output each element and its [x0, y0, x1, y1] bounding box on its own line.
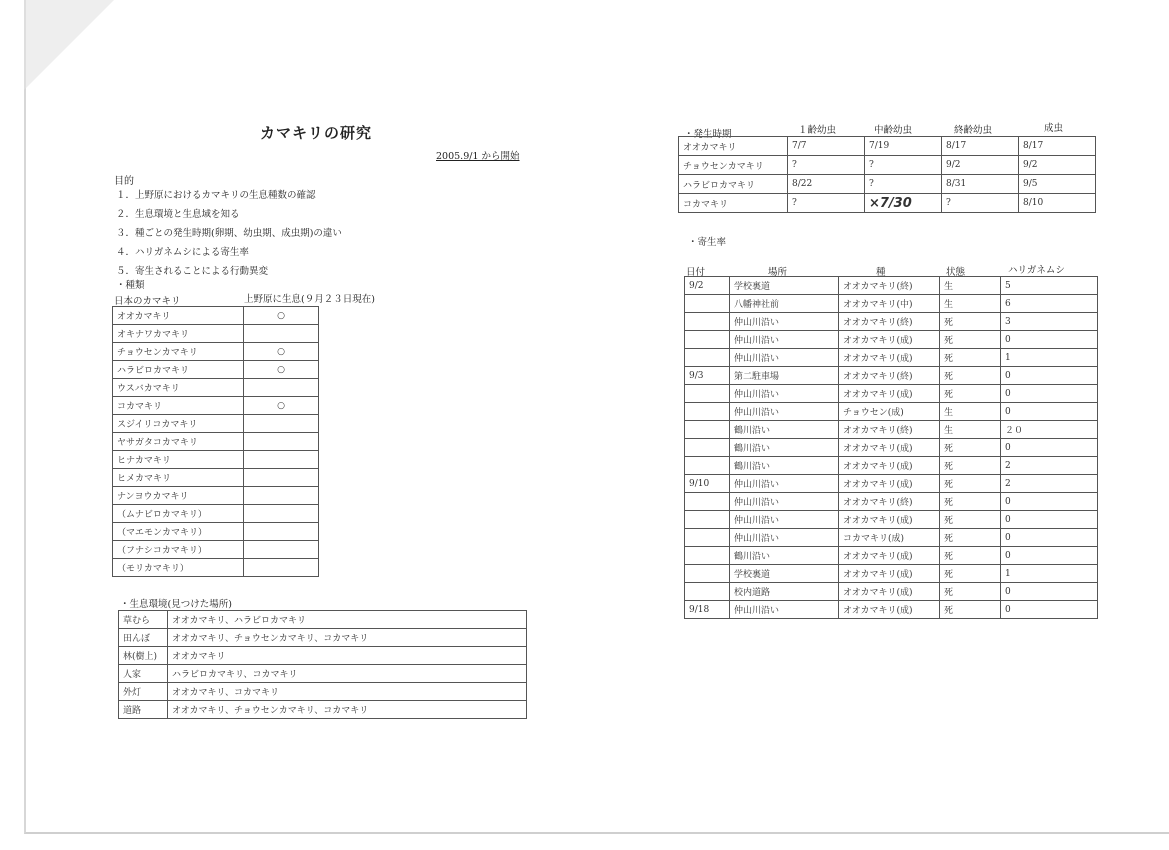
parasitism-row [685, 547, 1098, 565]
parasitism-species-cell: オオカマキリ(成) [839, 439, 940, 457]
habitat-table [118, 610, 527, 719]
habitat-row [119, 611, 527, 629]
presence-mark-cell [244, 433, 319, 451]
occurrence-section-label: ・発生時期 [684, 129, 732, 140]
species-row [113, 325, 319, 343]
parasitism-location-cell: 仲山川沿い [730, 349, 839, 367]
parasitism-location-cell: 仲山川沿い [730, 511, 839, 529]
parasitism-count-cell: 5 [1001, 277, 1098, 295]
parasitism-header-count: ハリガネムシ [1008, 265, 1065, 276]
species-row [113, 343, 319, 361]
parasitism-date-cell [685, 457, 730, 475]
parasitism-species-cell: オオカマキリ(成) [839, 601, 940, 619]
parasitism-row [685, 421, 1098, 439]
parasitism-date-cell [685, 493, 730, 511]
species-row [113, 541, 319, 559]
occurrence-date-cell: 8/17 [1019, 137, 1096, 156]
parasitism-species-cell: コカマキリ(成) [839, 529, 940, 547]
document-title: カマキリの研究 [260, 124, 373, 142]
parasitism-date-cell [685, 313, 730, 331]
habitat-species-cell: オオカマキリ、コカマキリ [168, 683, 527, 701]
occurrence-header: １齢幼虫 [798, 125, 837, 136]
parasitism-location-cell: 八幡神社前 [730, 295, 839, 313]
parasitism-date-cell [685, 331, 730, 349]
parasitism-species-cell: オオカマキリ(成) [839, 583, 940, 601]
parasitism-species-cell: オオカマキリ(終) [839, 421, 940, 439]
parasitism-row [685, 493, 1098, 511]
species-name-cell: ウスバカマキリ [113, 379, 244, 397]
parasitism-date-cell: 9/2 [685, 277, 730, 295]
habitat-row [119, 647, 527, 665]
parasitism-count-cell: 0 [1001, 529, 1098, 547]
parasitism-status-cell: 死 [940, 367, 1001, 385]
presence-mark-cell [244, 415, 319, 433]
species-name-cell: （フナシコカマキリ） [113, 541, 244, 559]
parasitism-date-cell: 9/3 [685, 367, 730, 385]
parasitism-row [685, 277, 1098, 295]
parasitism-status-cell: 死 [940, 547, 1001, 565]
species-name-cell: ヒナカマキリ [113, 451, 244, 469]
parasitism-status-cell: 死 [940, 331, 1001, 349]
occurrence-date-cell: 9/2 [942, 156, 1019, 175]
parasitism-row [685, 349, 1098, 367]
parasitism-row [685, 385, 1098, 403]
parasitism-location-cell: 仲山川沿い [730, 313, 839, 331]
presence-mark-cell: ○ [244, 397, 319, 415]
habitat-species-cell: オオカマキリ、チョウセンカマキリ、コカマキリ [168, 629, 527, 647]
presence-mark-cell [244, 523, 319, 541]
parasitism-species-cell: オオカマキリ(中) [839, 295, 940, 313]
occurrence-header: 中齢幼虫 [874, 125, 913, 136]
parasitism-status-cell: 生 [940, 403, 1001, 421]
species-row [113, 451, 319, 469]
parasitism-row [685, 439, 1098, 457]
parasitism-status-cell: 死 [940, 493, 1001, 511]
parasitism-count-cell: 6 [1001, 295, 1098, 313]
parasitism-date-cell [685, 349, 730, 367]
parasitism-count-cell: 0 [1001, 403, 1098, 421]
presence-mark-cell [244, 379, 319, 397]
occurrence-date-cell: ? [865, 156, 942, 175]
species-row [113, 433, 319, 451]
occurrence-table [678, 136, 1096, 213]
parasitism-species-cell: オオカマキリ(成) [839, 565, 940, 583]
parasitism-date-cell [685, 547, 730, 565]
species-table [112, 306, 319, 577]
parasitism-location-cell: 学校裏道 [730, 565, 839, 583]
parasitism-count-cell: 1 [1001, 565, 1098, 583]
occurrence-date-cell: 8/10 [1019, 194, 1096, 213]
parasitism-status-cell: 死 [940, 439, 1001, 457]
parasitism-status-cell: 生 [940, 421, 1001, 439]
occurrence-date-cell: ? [788, 156, 865, 175]
presence-mark-cell [244, 325, 319, 343]
parasitism-row [685, 529, 1098, 547]
parasitism-species-cell: オオカマキリ(成) [839, 547, 940, 565]
occurrence-species-cell: チョウセンカマキリ [679, 156, 788, 175]
parasitism-location-cell: 鶴川沿い [730, 547, 839, 565]
parasitism-species-cell: オオカマキリ(終) [839, 313, 940, 331]
occurrence-date-cell: 9/2 [1019, 156, 1096, 175]
parasitism-status-cell: 死 [940, 511, 1001, 529]
parasitism-row [685, 367, 1098, 385]
purpose-item: ２．生息環境と生息域を知る [116, 209, 240, 220]
presence-mark-cell: ○ [244, 361, 319, 379]
presence-mark-cell [244, 541, 319, 559]
species-row [113, 505, 319, 523]
parasitism-header-status: 状態 [946, 267, 966, 278]
occurrence-row [679, 194, 1096, 213]
presence-mark-cell: ○ [244, 307, 319, 325]
parasitism-status-cell: 生 [940, 295, 1001, 313]
parasitism-status-cell: 死 [940, 385, 1001, 403]
parasitism-location-cell: 仲山川沿い [730, 493, 839, 511]
parasitism-location-cell: 鶴川沿い [730, 457, 839, 475]
habitat-row [119, 665, 527, 683]
parasitism-header-date: 日付 [686, 267, 706, 278]
parasitism-count-cell: 0 [1001, 493, 1098, 511]
parasitism-location-cell: 鶴川沿い [730, 439, 839, 457]
habitat-species-cell: オオカマキリ [168, 647, 527, 665]
parasitism-date-cell [685, 529, 730, 547]
species-name-cell: コカマキリ [113, 397, 244, 415]
parasitism-species-cell: オオカマキリ(成) [839, 457, 940, 475]
habitat-species-cell: オオカマキリ、ハラビロカマキリ [168, 611, 527, 629]
presence-mark-cell: ○ [244, 343, 319, 361]
habitat-place-cell: 人家 [119, 665, 168, 683]
parasitism-row [685, 331, 1098, 349]
habitat-place-cell: 田んぼ [119, 629, 168, 647]
parasitism-table [684, 276, 1098, 619]
species-col1-header: 日本のカマキリ [114, 296, 181, 307]
occurrence-species-cell: ハラビロカマキリ [679, 175, 788, 194]
parasitism-date-cell [685, 421, 730, 439]
parasitism-location-cell: 仲山川沿い [730, 601, 839, 619]
parasitism-location-cell: 校内道路 [730, 583, 839, 601]
occurrence-date-cell: ? [788, 194, 865, 213]
parasitism-location-cell: 仲山川沿い [730, 529, 839, 547]
parasitism-header-location: 場所 [768, 267, 788, 278]
parasitism-location-cell: 仲山川沿い [730, 403, 839, 421]
habitat-place-cell: 林(樹上) [119, 647, 168, 665]
parasitism-status-cell: 死 [940, 601, 1001, 619]
occurrence-row [679, 156, 1096, 175]
parasitism-count-cell: 0 [1001, 511, 1098, 529]
parasitism-status-cell: 死 [940, 349, 1001, 367]
parasitism-count-cell: 0 [1001, 583, 1098, 601]
occurrence-date-cell: ? [942, 194, 1019, 213]
species-row [113, 397, 319, 415]
parasitism-date-cell [685, 565, 730, 583]
parasitism-count-cell: 2 [1001, 457, 1098, 475]
parasitism-row [685, 565, 1098, 583]
occurrence-header: 終齢幼虫 [954, 125, 993, 136]
parasitism-status-cell: 死 [940, 457, 1001, 475]
habitat-section-label: ・生息環境(見つけた場所) [120, 599, 232, 610]
parasitism-count-cell: 0 [1001, 331, 1098, 349]
parasitism-count-cell: 0 [1001, 439, 1098, 457]
parasitism-count-cell: 1 [1001, 349, 1098, 367]
species-name-cell: （ムナビロカマキリ） [113, 505, 244, 523]
purpose-item: １．上野原におけるカマキリの生息種数の確認 [116, 190, 316, 201]
species-name-cell: （マエモンカマキリ） [113, 523, 244, 541]
species-name-cell: ナンヨウカマキリ [113, 487, 244, 505]
parasitism-status-cell: 死 [940, 583, 1001, 601]
parasitism-species-cell: オオカマキリ(成) [839, 331, 940, 349]
species-name-cell: オキナワカマキリ [113, 325, 244, 343]
species-row [113, 415, 319, 433]
presence-mark-cell [244, 469, 319, 487]
parasitism-count-cell: 0 [1001, 601, 1098, 619]
occurrence-row [679, 175, 1096, 194]
habitat-species-cell: オオカマキリ、チョウセンカマキリ、コカマキリ [168, 701, 527, 719]
species-section-label: ・種類 [116, 280, 145, 291]
parasitism-date-cell [685, 295, 730, 313]
parasitism-location-cell: 学校裏道 [730, 277, 839, 295]
occurrence-date-cell: ? [865, 175, 942, 194]
parasitism-row [685, 601, 1098, 619]
parasitism-status-cell: 死 [940, 313, 1001, 331]
parasitism-date-cell [685, 403, 730, 421]
species-name-cell: （モリカマキリ） [113, 559, 244, 577]
occurrence-species-cell: オオカマキリ [679, 137, 788, 156]
parasitism-status-cell: 死 [940, 529, 1001, 547]
purpose-heading: 目的 [114, 176, 134, 187]
species-name-cell: ヒメカマキリ [113, 469, 244, 487]
species-name-cell: スジイリコカマキリ [113, 415, 244, 433]
parasitism-date-cell: 9/10 [685, 475, 730, 493]
occurrence-date-cell: 8/17 [942, 137, 1019, 156]
parasitism-count-cell: 0 [1001, 367, 1098, 385]
species-row [113, 559, 319, 577]
habitat-place-cell: 草むら [119, 611, 168, 629]
habitat-row [119, 629, 527, 647]
parasitism-row [685, 313, 1098, 331]
parasitism-species-cell: チョウセン(成) [839, 403, 940, 421]
parasitism-species-cell: オオカマキリ(終) [839, 493, 940, 511]
presence-mark-cell [244, 451, 319, 469]
species-name-cell: オオカマキリ [113, 307, 244, 325]
occurrence-date-cell: 9/5 [1019, 175, 1096, 194]
start-date: 2005.9/1 から開始 [436, 151, 520, 162]
species-name-cell: ヤサガタコカマキリ [113, 433, 244, 451]
occurrence-row [679, 137, 1096, 156]
parasitism-status-cell: 生 [940, 277, 1001, 295]
parasitism-row [685, 403, 1098, 421]
habitat-row [119, 683, 527, 701]
parasitism-date-cell [685, 511, 730, 529]
parasitism-date-cell [685, 583, 730, 601]
species-row [113, 469, 319, 487]
presence-mark-cell [244, 487, 319, 505]
habitat-place-cell: 外灯 [119, 683, 168, 701]
parasitism-row [685, 475, 1098, 493]
parasitism-location-cell: 仲山川沿い [730, 385, 839, 403]
species-row [113, 487, 319, 505]
purpose-item: ３．種ごとの発生時期(卵期、幼虫期、成虫期)の違い [116, 228, 342, 239]
parasitism-count-cell: 3 [1001, 313, 1098, 331]
species-row [113, 523, 319, 541]
parasitism-species-cell: オオカマキリ(終) [839, 277, 940, 295]
occurrence-header: 成虫 [1044, 123, 1064, 134]
species-col2-header: 上野原に生息(９月２３日現在) [244, 294, 375, 305]
parasitism-location-cell: 第二駐車場 [730, 367, 839, 385]
presence-mark-cell [244, 505, 319, 523]
parasitism-species-cell: オオカマキリ(成) [839, 385, 940, 403]
parasitism-species-cell: オオカマキリ(終) [839, 367, 940, 385]
parasitism-count-cell: 0 [1001, 385, 1098, 403]
parasitism-row [685, 457, 1098, 475]
parasitism-section-label: ・寄生率 [688, 237, 727, 248]
purpose-item: ４．ハリガネムシによる寄生率 [116, 247, 249, 258]
presence-mark-cell [244, 559, 319, 577]
parasitism-species-cell: オオカマキリ(成) [839, 511, 940, 529]
parasitism-row [685, 295, 1098, 313]
habitat-species-cell: ハラビロカマキリ、コカマキリ [168, 665, 527, 683]
species-row [113, 379, 319, 397]
species-name-cell: ハラビロカマキリ [113, 361, 244, 379]
parasitism-species-cell: オオカマキリ(成) [839, 475, 940, 493]
parasitism-species-cell: オオカマキリ(成) [839, 349, 940, 367]
parasitism-header-species: 種 [876, 267, 886, 278]
occurrence-date-cell: ×7/30 [865, 194, 942, 213]
species-row [113, 307, 319, 325]
parasitism-location-cell: 鶴川沿い [730, 421, 839, 439]
occurrence-date-cell: 8/22 [788, 175, 865, 194]
parasitism-date-cell: 9/18 [685, 601, 730, 619]
habitat-row [119, 701, 527, 719]
parasitism-date-cell [685, 385, 730, 403]
habitat-place-cell: 道路 [119, 701, 168, 719]
occurrence-date-cell: 8/31 [942, 175, 1019, 194]
parasitism-status-cell: 死 [940, 565, 1001, 583]
parasitism-status-cell: 死 [940, 475, 1001, 493]
occurrence-date-cell: 7/7 [788, 137, 865, 156]
purpose-item: ５．寄生されることによる行動異変 [116, 266, 269, 277]
parasitism-location-cell: 仲山川沿い [730, 331, 839, 349]
parasitism-row [685, 583, 1098, 601]
species-name-cell: チョウセンカマキリ [113, 343, 244, 361]
parasitism-location-cell: 仲山川沿い [730, 475, 839, 493]
parasitism-count-cell: ２０ [1001, 421, 1098, 439]
parasitism-row [685, 511, 1098, 529]
occurrence-species-cell: コカマキリ [679, 194, 788, 213]
occurrence-date-cell: 7/19 [865, 137, 942, 156]
parasitism-count-cell: 0 [1001, 547, 1098, 565]
parasitism-count-cell: 2 [1001, 475, 1098, 493]
purpose-list [116, 186, 342, 281]
species-row [113, 361, 319, 379]
parasitism-date-cell [685, 439, 730, 457]
